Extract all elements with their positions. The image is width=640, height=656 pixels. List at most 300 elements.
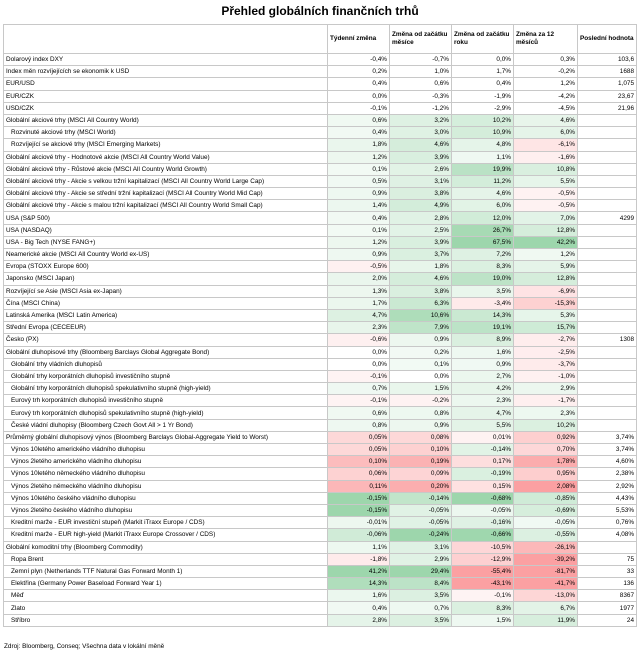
cell-mtd: -0,14%	[390, 492, 452, 504]
cell-last: 136	[578, 578, 637, 590]
cell-weekly: 0,8%	[328, 419, 390, 431]
row-label: Index měn rozvíjejících se ekonomik k USD	[4, 66, 328, 78]
table-row	[4, 358, 637, 370]
table-row	[4, 444, 637, 456]
cell-12m: 6,0%	[514, 127, 578, 139]
cell-last: 5,53%	[578, 504, 637, 516]
cell-12m: 2,9%	[514, 383, 578, 395]
cell-12m: 0,92%	[514, 431, 578, 443]
cell-ytd: 10,2%	[452, 114, 514, 126]
cell-12m: 4,6%	[514, 114, 578, 126]
cell-last: 0,76%	[578, 517, 637, 529]
cell-weekly: 41,2%	[328, 565, 390, 577]
cell-last: 2,38%	[578, 468, 637, 480]
cell-12m: -0,05%	[514, 517, 578, 529]
cell-mtd: 0,08%	[390, 431, 452, 443]
row-label: Kreditní marže - EUR investiční stupeň (Markit iTraxx Europe / CDS)	[4, 517, 328, 529]
cell-12m: -0,5%	[514, 200, 578, 212]
table-row	[4, 395, 637, 407]
cell-mtd: 2,6%	[390, 163, 452, 175]
row-label: Zemní plyn (Netherlands TTF Natural Gas Forward Month 1)	[4, 565, 328, 577]
row-label: EUR/CZK	[4, 90, 328, 102]
cell-last	[578, 236, 637, 248]
cell-12m: 12,8%	[514, 273, 578, 285]
row-label: Globální akciové trhy - Akcie s malou tržní kapitalizací (MSCI All Country World Small Cap)	[4, 200, 328, 212]
cell-ytd: 4,6%	[452, 188, 514, 200]
cell-mtd: 1,8%	[390, 261, 452, 273]
cell-weekly: 0,0%	[328, 358, 390, 370]
cell-weekly: 2,0%	[328, 273, 390, 285]
cell-last	[578, 139, 637, 151]
cell-weekly: 14,3%	[328, 578, 390, 590]
cell-ytd: -0,16%	[452, 517, 514, 529]
table-row	[4, 236, 637, 248]
cell-last: 3,74%	[578, 431, 637, 443]
cell-12m: -0,2%	[514, 66, 578, 78]
table-row	[4, 407, 637, 419]
cell-last	[578, 370, 637, 382]
row-label: Globální dluhopisové trhy (Bloomberg Barclays Global Aggregate Bond)	[4, 346, 328, 358]
cell-weekly: -0,1%	[328, 370, 390, 382]
cell-weekly: 0,6%	[328, 114, 390, 126]
cell-weekly: 2,3%	[328, 322, 390, 334]
cell-last: 75	[578, 553, 637, 565]
cell-12m: 11,9%	[514, 614, 578, 626]
cell-ytd: 7,2%	[452, 249, 514, 261]
table-row	[4, 127, 637, 139]
cell-last: 1308	[578, 334, 637, 346]
cell-weekly: 0,9%	[328, 188, 390, 200]
cell-last: 4,60%	[578, 456, 637, 468]
report-title: Přehled globálních finančních trhů	[221, 4, 419, 18]
cell-ytd: 19,9%	[452, 163, 514, 175]
cell-12m: 7,0%	[514, 212, 578, 224]
table-row	[4, 504, 637, 516]
header-mtd: Změna od začátku měsíce	[390, 25, 452, 54]
row-label: Výnos 10letého německého vládního dluhopisu	[4, 468, 328, 480]
cell-last	[578, 273, 637, 285]
cell-12m: -0,55%	[514, 529, 578, 541]
cell-12m: -2,7%	[514, 334, 578, 346]
cell-ytd: 6,0%	[452, 200, 514, 212]
cell-ytd: -0,68%	[452, 492, 514, 504]
cell-ytd: -55,4%	[452, 565, 514, 577]
cell-12m: -15,3%	[514, 297, 578, 309]
cell-last	[578, 127, 637, 139]
row-label: EUR/USD	[4, 78, 328, 90]
cell-weekly: 1,6%	[328, 590, 390, 602]
cell-12m: 10,2%	[514, 419, 578, 431]
cell-last	[578, 151, 637, 163]
cell-last	[578, 309, 637, 321]
cell-mtd: 0,7%	[390, 602, 452, 614]
cell-ytd: 67,5%	[452, 236, 514, 248]
table-row	[4, 224, 637, 236]
cell-mtd: -0,2%	[390, 395, 452, 407]
cell-ytd: 4,2%	[452, 383, 514, 395]
table-row	[4, 346, 637, 358]
table-row	[4, 553, 637, 565]
cell-last	[578, 358, 637, 370]
row-label: Rozvíjející se akciové trhy (MSCI Emerging Markets)	[4, 139, 328, 151]
cell-weekly: 2,8%	[328, 614, 390, 626]
cell-ytd: 0,0%	[452, 54, 514, 66]
table-row	[4, 322, 637, 334]
row-label: Rozvinuté akciové trhy (MSCI World)	[4, 127, 328, 139]
cell-mtd: 3,8%	[390, 188, 452, 200]
cell-weekly: 1,1%	[328, 541, 390, 553]
cell-mtd: 2,8%	[390, 212, 452, 224]
table-row	[4, 54, 637, 66]
cell-ytd: 3,5%	[452, 285, 514, 297]
row-label: Eurový trh korporátních dluhopisů investičního stupně	[4, 395, 328, 407]
cell-ytd: 8,3%	[452, 261, 514, 273]
row-label: Průměrný globální dluhopisový výnos (Bloomberg Barclays Global-Aggregate Yield to Worst)	[4, 431, 328, 443]
cell-last: 103,6	[578, 54, 637, 66]
row-label: Dolarový index DXY	[4, 54, 328, 66]
table-row	[4, 492, 637, 504]
table-row	[4, 285, 637, 297]
cell-mtd: 3,7%	[390, 249, 452, 261]
cell-ytd: -12,9%	[452, 553, 514, 565]
cell-12m: -13,0%	[514, 590, 578, 602]
row-label: Globální trhy korporátních dluhopisů investičního stupně	[4, 370, 328, 382]
cell-ytd: 10,9%	[452, 127, 514, 139]
cell-12m: 5,9%	[514, 261, 578, 273]
cell-weekly: 0,06%	[328, 468, 390, 480]
cell-weekly: -0,01%	[328, 517, 390, 529]
cell-weekly: 1,7%	[328, 297, 390, 309]
cell-weekly: 0,05%	[328, 444, 390, 456]
cell-weekly: 1,8%	[328, 139, 390, 151]
cell-ytd: 0,9%	[452, 358, 514, 370]
cell-ytd: -10,5%	[452, 541, 514, 553]
cell-mtd: 0,20%	[390, 480, 452, 492]
table-row	[4, 383, 637, 395]
table-row	[4, 565, 637, 577]
cell-mtd: 0,09%	[390, 468, 452, 480]
cell-ytd: -0,1%	[452, 590, 514, 602]
cell-last: 4299	[578, 212, 637, 224]
cell-last: 4,08%	[578, 529, 637, 541]
cell-ytd: 4,8%	[452, 139, 514, 151]
cell-12m: 5,5%	[514, 175, 578, 187]
cell-ytd: -3,4%	[452, 297, 514, 309]
table-row	[4, 529, 637, 541]
cell-mtd: 10,6%	[390, 309, 452, 321]
cell-mtd: 3,9%	[390, 236, 452, 248]
cell-ytd: 11,2%	[452, 175, 514, 187]
row-label: Rozvíjející se Asie (MSCI Asia ex-Japan)	[4, 285, 328, 297]
cell-ytd: 8,3%	[452, 602, 514, 614]
cell-last: 1688	[578, 66, 637, 78]
cell-weekly: 0,0%	[328, 90, 390, 102]
table-row	[4, 578, 637, 590]
header-weekly: Týdenní změna	[328, 25, 390, 54]
table-row	[4, 517, 637, 529]
row-label: Globální trhy vládních dluhopisů	[4, 358, 328, 370]
cell-ytd: -1,9%	[452, 90, 514, 102]
cell-12m: -1,7%	[514, 395, 578, 407]
cell-mtd: 4,6%	[390, 139, 452, 151]
cell-12m: -41,7%	[514, 578, 578, 590]
cell-weekly: 0,4%	[328, 78, 390, 90]
cell-12m: 0,70%	[514, 444, 578, 456]
row-label: Globální trhy korporátních dluhopisů spekulativního stupně (high-yield)	[4, 383, 328, 395]
cell-12m: 1,78%	[514, 456, 578, 468]
table-row	[4, 431, 637, 443]
cell-weekly: 0,0%	[328, 346, 390, 358]
cell-last	[578, 188, 637, 200]
table-row	[4, 602, 637, 614]
row-label: USA (NASDAQ)	[4, 224, 328, 236]
cell-mtd: -0,7%	[390, 54, 452, 66]
table-row	[4, 419, 637, 431]
cell-last: 1977	[578, 602, 637, 614]
cell-mtd: 4,6%	[390, 273, 452, 285]
table-row	[4, 456, 637, 468]
table-row	[4, 590, 637, 602]
cell-12m: 12,8%	[514, 224, 578, 236]
cell-last: 2,92%	[578, 480, 637, 492]
cell-last	[578, 395, 637, 407]
row-label: Česko (PX)	[4, 334, 328, 346]
row-label: Výnos 2letého českého vládního dluhopisu	[4, 504, 328, 516]
cell-weekly: 0,4%	[328, 602, 390, 614]
cell-mtd: 29,4%	[390, 565, 452, 577]
cell-weekly: 1,4%	[328, 200, 390, 212]
table-row	[4, 139, 637, 151]
table-row	[4, 480, 637, 492]
cell-12m: 0,3%	[514, 54, 578, 66]
row-label: Globální akciové trhy - Růstové akcie (MSCI All Country World Growth)	[4, 163, 328, 175]
cell-ytd: 0,01%	[452, 431, 514, 443]
cell-mtd: 3,9%	[390, 151, 452, 163]
cell-mtd: 0,9%	[390, 419, 452, 431]
cell-12m: 42,2%	[514, 236, 578, 248]
cell-last: 1,075	[578, 78, 637, 90]
cell-12m: 0,95%	[514, 468, 578, 480]
cell-weekly: 0,6%	[328, 407, 390, 419]
cell-last	[578, 114, 637, 126]
cell-mtd: 0,0%	[390, 370, 452, 382]
cell-weekly: 1,2%	[328, 236, 390, 248]
cell-ytd: -0,14%	[452, 444, 514, 456]
cell-last	[578, 249, 637, 261]
row-label: Eurový trh korporátních dluhopisů spekulativního stupně (high-yield)	[4, 407, 328, 419]
header-label	[4, 25, 328, 54]
cell-last	[578, 322, 637, 334]
row-label: Stříbro	[4, 614, 328, 626]
cell-ytd: -2,9%	[452, 102, 514, 114]
cell-weekly: 0,05%	[328, 431, 390, 443]
cell-last: 4,43%	[578, 492, 637, 504]
table-row	[4, 541, 637, 553]
row-label: Výnos 2letého německého vládního dluhopisu	[4, 480, 328, 492]
table-row	[4, 261, 637, 273]
table-row	[4, 78, 637, 90]
cell-ytd: 14,3%	[452, 309, 514, 321]
cell-12m: -1,0%	[514, 370, 578, 382]
cell-weekly: -0,15%	[328, 492, 390, 504]
cell-mtd: 1,5%	[390, 383, 452, 395]
cell-weekly: -0,6%	[328, 334, 390, 346]
source-note: Zdroj: Bloomberg, Conseq; Všechna data v lokální měně	[4, 643, 165, 650]
cell-ytd: 1,6%	[452, 346, 514, 358]
cell-ytd: -0,19%	[452, 468, 514, 480]
cell-12m: -2,5%	[514, 346, 578, 358]
table-row	[4, 151, 637, 163]
cell-weekly: 1,3%	[328, 285, 390, 297]
cell-last	[578, 285, 637, 297]
table-row	[4, 163, 637, 175]
cell-mtd: 3,5%	[390, 590, 452, 602]
header-last: Poslední hodnota	[578, 25, 637, 54]
cell-12m: 2,3%	[514, 407, 578, 419]
cell-ytd: 12,0%	[452, 212, 514, 224]
cell-ytd: 2,7%	[452, 370, 514, 382]
cell-12m: -3,7%	[514, 358, 578, 370]
cell-ytd: -43,1%	[452, 578, 514, 590]
table-row	[4, 200, 637, 212]
cell-last: 21,96	[578, 102, 637, 114]
row-label: USA - Big Tech (NYSE FANG+)	[4, 236, 328, 248]
cell-12m: -26,1%	[514, 541, 578, 553]
cell-12m: 15,7%	[514, 322, 578, 334]
row-label: Globální akciové trhy - Akcie s velkou tržní kapitalizací (MSCI All Country World Large Cap)	[4, 175, 328, 187]
cell-last: 33	[578, 565, 637, 577]
row-label: Globální akciové trhy - Hodnotové akcie (MSCI All Country World Value)	[4, 151, 328, 163]
cell-weekly: -0,1%	[328, 102, 390, 114]
cell-mtd: 3,8%	[390, 285, 452, 297]
row-label: Výnos 2letého amerického vládního dluhopisu	[4, 456, 328, 468]
cell-weekly: -0,1%	[328, 395, 390, 407]
cell-weekly: 0,5%	[328, 175, 390, 187]
cell-ytd: 4,7%	[452, 407, 514, 419]
row-label: Ropa Brent	[4, 553, 328, 565]
cell-ytd: 1,1%	[452, 151, 514, 163]
cell-12m: 6,7%	[514, 602, 578, 614]
cell-ytd: 1,7%	[452, 66, 514, 78]
cell-12m: 2,08%	[514, 480, 578, 492]
table-row	[4, 249, 637, 261]
cell-ytd: 8,9%	[452, 334, 514, 346]
cell-weekly: -0,4%	[328, 54, 390, 66]
cell-mtd: 8,4%	[390, 578, 452, 590]
cell-mtd: -0,05%	[390, 517, 452, 529]
table-row	[4, 614, 637, 626]
cell-mtd: 6,3%	[390, 297, 452, 309]
row-label: Měď	[4, 590, 328, 602]
cell-last	[578, 419, 637, 431]
cell-weekly: -0,15%	[328, 504, 390, 516]
row-label: Globální akciové trhy (MSCI All Country World)	[4, 114, 328, 126]
table-row	[4, 468, 637, 480]
cell-12m: 1,2%	[514, 249, 578, 261]
header-ytd: Změna od začátku roku	[452, 25, 514, 54]
table-row	[4, 309, 637, 321]
row-label: Evropa (STOXX Europe 600)	[4, 261, 328, 273]
table-row	[4, 212, 637, 224]
cell-weekly: 0,11%	[328, 480, 390, 492]
cell-weekly: 0,7%	[328, 383, 390, 395]
row-label: Výnos 10letého amerického vládního dluhopisu	[4, 444, 328, 456]
cell-mtd: 2,5%	[390, 224, 452, 236]
cell-mtd: 1,0%	[390, 66, 452, 78]
cell-mtd: -0,05%	[390, 504, 452, 516]
cell-12m: -0,5%	[514, 188, 578, 200]
cell-mtd: -0,3%	[390, 90, 452, 102]
cell-12m: 10,8%	[514, 163, 578, 175]
cell-ytd: 19,1%	[452, 322, 514, 334]
cell-ytd: 0,15%	[452, 480, 514, 492]
row-label: Latinská Amerika (MSCI Latin America)	[4, 309, 328, 321]
cell-weekly: -1,8%	[328, 553, 390, 565]
cell-12m: -81,7%	[514, 565, 578, 577]
cell-mtd: 3,1%	[390, 175, 452, 187]
row-label: Kreditní marže - EUR high-yield (Markit iTraxx Europe Crossover / CDS)	[4, 529, 328, 541]
cell-last	[578, 224, 637, 236]
cell-12m: -0,85%	[514, 492, 578, 504]
cell-weekly: 0,9%	[328, 249, 390, 261]
table-row	[4, 334, 637, 346]
table-row	[4, 102, 637, 114]
cell-weekly: -0,06%	[328, 529, 390, 541]
markets-table	[3, 24, 637, 627]
cell-12m: -4,5%	[514, 102, 578, 114]
cell-ytd: -0,05%	[452, 504, 514, 516]
cell-mtd: 0,2%	[390, 346, 452, 358]
table-row	[4, 90, 637, 102]
cell-ytd: 0,4%	[452, 78, 514, 90]
cell-mtd: 3,0%	[390, 127, 452, 139]
cell-last	[578, 541, 637, 553]
row-label: USD/CZK	[4, 102, 328, 114]
table-row	[4, 66, 637, 78]
cell-last	[578, 297, 637, 309]
cell-mtd: 3,5%	[390, 614, 452, 626]
cell-12m: -1,6%	[514, 151, 578, 163]
table-row	[4, 297, 637, 309]
row-label: Globální akciové trhy - Akcie se střední tržní kapitalizací (MSCI All Country World Mid Cap)	[4, 188, 328, 200]
table-row	[4, 273, 637, 285]
cell-ytd: 1,5%	[452, 614, 514, 626]
row-label: Výnos 10letého českého vládního dluhopisu	[4, 492, 328, 504]
row-label: USA (S&P 500)	[4, 212, 328, 224]
row-label: Japonsko (MSCI Japan)	[4, 273, 328, 285]
table-row	[4, 175, 637, 187]
cell-weekly: 0,1%	[328, 163, 390, 175]
cell-12m: 1,2%	[514, 78, 578, 90]
cell-ytd: 0,17%	[452, 456, 514, 468]
row-label: Zlato	[4, 602, 328, 614]
table-row	[4, 114, 637, 126]
cell-ytd: 5,5%	[452, 419, 514, 431]
cell-last	[578, 346, 637, 358]
cell-last: 24	[578, 614, 637, 626]
cell-12m: 5,3%	[514, 309, 578, 321]
header-12m: Změna za 12 měsíců	[514, 25, 578, 54]
cell-mtd: 0,10%	[390, 444, 452, 456]
cell-mtd: 0,9%	[390, 334, 452, 346]
table-row	[4, 370, 637, 382]
cell-ytd: 19,0%	[452, 273, 514, 285]
cell-mtd: 0,6%	[390, 78, 452, 90]
cell-mtd: 3,1%	[390, 541, 452, 553]
row-label: Neamerické akcie (MSCI All Country World ex-US)	[4, 249, 328, 261]
cell-last: 23,67	[578, 90, 637, 102]
cell-last	[578, 200, 637, 212]
